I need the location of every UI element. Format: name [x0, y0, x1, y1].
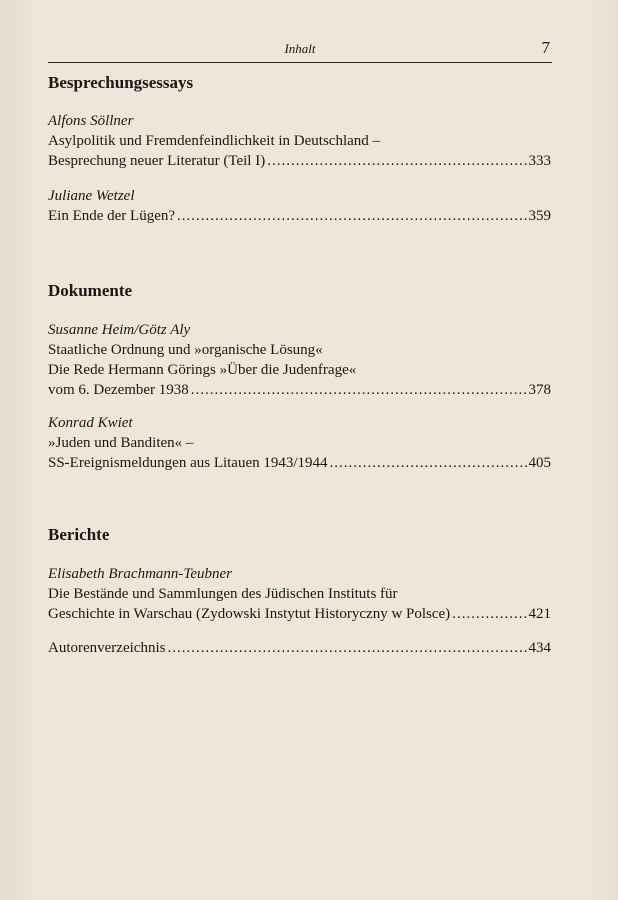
section-title-dokumente: Dokumente: [48, 281, 133, 300]
entry-author: Konrad Kwiet: [48, 415, 133, 431]
entry-page-number: 359: [528, 208, 551, 224]
entry-author: Elisabeth Brachmann-Teubner: [48, 566, 233, 582]
running-header: [48, 38, 552, 63]
toc-entry: [48, 320, 551, 400]
dot-leader: [330, 453, 527, 473]
dot-leader: [267, 151, 526, 171]
entry-page-number: 333: [528, 153, 551, 169]
entry-page-number: 434: [528, 640, 551, 656]
page-number: 7: [541, 38, 550, 57]
entry-title-line: Autorenverzeichnis: [48, 640, 166, 656]
running-header-title: Inhalt: [284, 41, 316, 56]
entry-title-line: Staatliche Ordnung und »organische Lösung«: [48, 342, 323, 358]
entry-author: Susanne Heim/Götz Aly: [48, 322, 191, 338]
toc-entry: [48, 111, 551, 171]
entry-title-line: »Juden und Banditen« –: [48, 435, 194, 451]
entry-title-line: Asylpolitik und Fremdenfeindlichkeit in Deutschland –: [48, 133, 381, 149]
section-title-berichte: Berichte: [48, 525, 110, 544]
entry-author: Juliane Wetzel: [48, 188, 135, 204]
entry-last-line: [48, 380, 551, 400]
entry-author: Alfons Söllner: [48, 113, 134, 129]
toc-entry: [48, 186, 551, 226]
section-title-besprechungsessays: Besprechungsessays: [48, 73, 194, 92]
dot-leader: [177, 206, 526, 226]
entry-title-line: Besprechung neuer Literatur (Teil I): [48, 153, 266, 169]
entry-page-number: 405: [528, 455, 551, 471]
entry-last-line: [48, 453, 551, 473]
entry-title-line: SS-Ereignismeldungen aus Litauen 1943/1944: [48, 455, 328, 471]
entry-title-line: Die Bestände und Sammlungen des Jüdischen Instituts für: [48, 586, 398, 602]
entry-last-line: [48, 206, 551, 226]
entry-title-line: vom 6. Dezember 1938: [48, 382, 189, 398]
dot-leader: [167, 638, 526, 658]
toc-entry: [48, 413, 551, 473]
entry-page-number: 421: [528, 606, 551, 622]
dot-leader: [191, 380, 527, 400]
entry-title-line: Geschichte in Warschau (Zydowski Instytut Historyczny w Polsce): [48, 606, 451, 622]
entry-last-line: [48, 151, 551, 171]
toc-entry: [48, 638, 551, 658]
entry-last-line: [48, 638, 551, 658]
dot-leader: [452, 604, 526, 624]
entry-last-line: [48, 604, 551, 624]
entry-title-line: Die Rede Hermann Görings »Über die Judenfrage«: [48, 362, 357, 378]
entry-title-line: Ein Ende der Lügen?: [48, 208, 176, 224]
toc-entry: [48, 564, 551, 624]
entry-page-number: 378: [528, 382, 551, 398]
